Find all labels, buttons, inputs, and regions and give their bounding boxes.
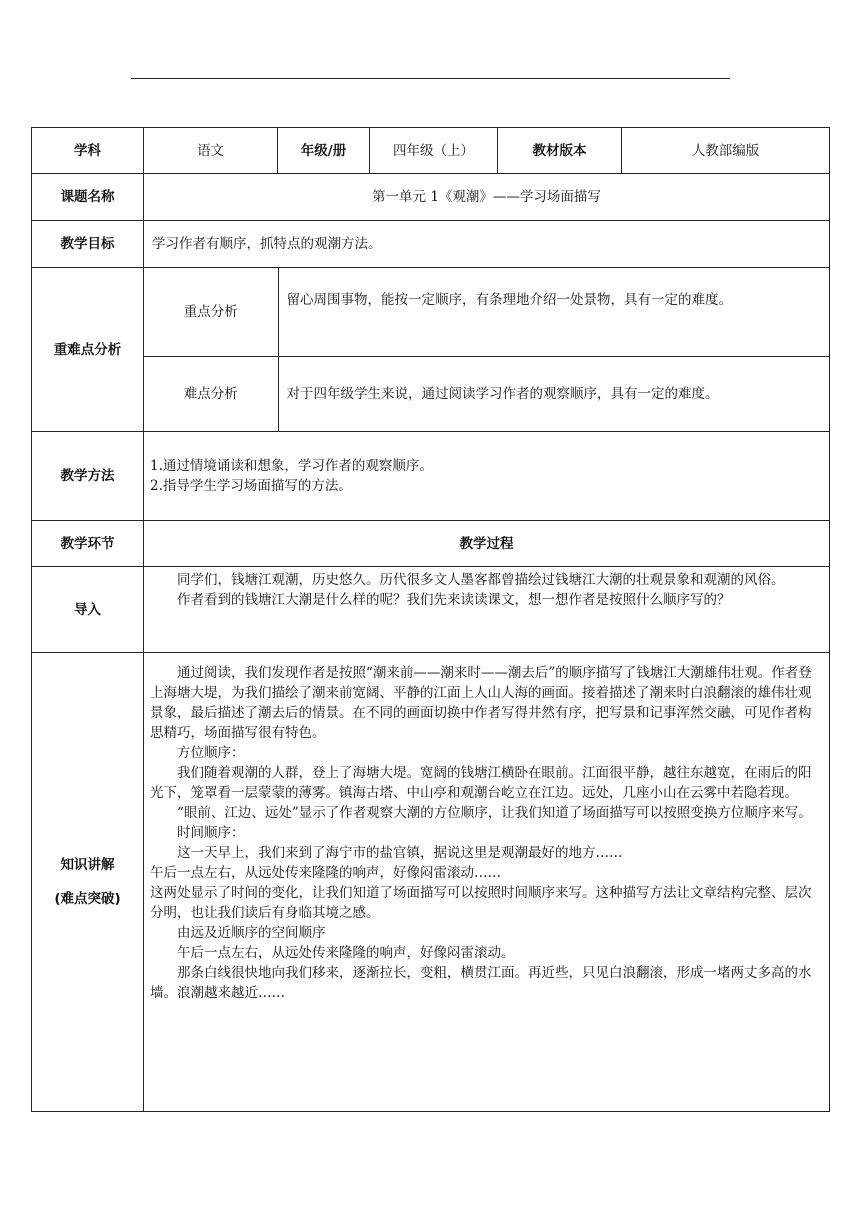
lesson-label: 课题名称 (32, 174, 144, 221)
intro-paragraph: 作者看到的钱塘江大潮是什么样的呢？我们先来读读课文，想一想作者是按照什么顺序写的？ (177, 592, 731, 608)
goal-value: 学习作者有顺序，抓特点的观潮方法。 (144, 221, 830, 268)
edition-label: 教材版本 (498, 128, 622, 174)
lesson-value: 第一单元 1《观潮》——学习场面描写 (144, 174, 830, 221)
subject-value: 语文 (144, 128, 278, 174)
header-rule (131, 78, 730, 79)
knowledge-paragraph: 由远及近顺序的空间顺序 (177, 925, 326, 941)
knowledge-paragraph: “眼前、江边、远处”显示了作者观察大潮的方位顺序，让我们知道了场面描写可以按照变换方位顺序来写。 (177, 805, 812, 821)
method-row (32, 432, 830, 521)
analysis-inner-table (144, 268, 829, 431)
method-item: 2.指导学生学习场面描写的方法。 (150, 478, 352, 494)
method-items (144, 432, 830, 521)
knowledge-row (32, 653, 830, 1112)
lesson-plan-table (31, 127, 830, 1112)
goal-label: 教学目标 (32, 221, 144, 268)
stage-label: 教学环节 (32, 521, 144, 567)
intro-row (32, 567, 830, 653)
knowledge-body (144, 653, 830, 1112)
hard-point-label: 难点分析 (144, 356, 278, 431)
stage-row (32, 521, 830, 567)
knowledge-label-sub: (难点突破) (54, 891, 121, 907)
lesson-row (32, 174, 830, 221)
knowledge-paragraph: 午后一点左右，从远处传来隆隆的响声，好像闷雷滚动。 (177, 945, 515, 961)
method-item: 1.通过情境诵读和想象，学习作者的观察顺序。 (150, 458, 433, 474)
hard-point-value: 对于四年级学生来说，通过阅读学习作者的观察顺序，具有一定的难度。 (278, 356, 829, 431)
edition-value: 人教部编版 (622, 128, 830, 174)
grade-value: 四年级（上） (370, 128, 498, 174)
knowledge-label (32, 653, 144, 1112)
intro-label: 导入 (32, 567, 144, 653)
intro-body (144, 567, 830, 653)
knowledge-paragraph: 那条白线很快地向我们移来，逐渐拉长，变粗，横贯江面。再近些，只见白浪翻滚，形成一堵两丈多高的水墙。浪潮越来越近…… (150, 965, 812, 1001)
knowledge-label-main: 知识讲解 (60, 857, 115, 873)
knowledge-paragraph: 午后一点左右，从远处传来隆隆的响声，好像闷雷滚动…… (150, 865, 501, 881)
knowledge-paragraph: 通过阅读，我们发现作者是按照“潮来前——潮来时——潮去后”的顺序描写了钱塘江大潮雄伟壮观。作者登上海塘大堤，为我们描绘了潮来前宽阔、平静的江面上人山人海的画面。接着描述了潮来时白浪翻滚的雄伟壮观景象，最后描述了潮去后的情景。在不同的画面切换中作者写得井然有序，把写景和记事浑然交融，可见作者构思精巧，场面描写很有特色。 (150, 665, 812, 741)
analysis-row (32, 268, 830, 432)
key-point-value: 留心周围事物，能按一定顺序，有条理地介绍一处景物，具有一定的难度。 (278, 268, 829, 356)
process-label: 教学过程 (144, 521, 830, 567)
analysis-label: 重难点分析 (32, 268, 144, 432)
knowledge-paragraph: 这两处显示了时间的变化，让我们知道了场面描写可以按照时间顺序来写。这种描写方法让文章结构完整、层次分明，也让我们读后有身临其境之感。 (150, 885, 812, 921)
knowledge-paragraph: 我们随着观潮的人群，登上了海塘大堤。宽阔的钱塘江横卧在眼前。江面很平静，越往东越宽，在雨后的阳光下，笼罩看一层蒙蒙的薄雾。镇海古塔、中山亭和观潮台屹立在江边。远处，几座小山在云雾中若隐若现。 (150, 765, 812, 801)
intro-paragraph: 同学们，钱塘江观潮，历史悠久。历代很多文人墨客都曾描绘过钱塘江大潮的壮观景象和观潮的风俗。 (177, 572, 785, 588)
knowledge-paragraph: 时间顺序： (177, 825, 245, 841)
knowledge-paragraph: 方位顺序： (177, 745, 245, 761)
subject-label: 学科 (32, 128, 144, 174)
header-row (32, 128, 830, 174)
method-label: 教学方法 (32, 432, 144, 521)
key-point-label: 重点分析 (144, 268, 278, 356)
grade-label: 年级/册 (278, 128, 370, 174)
goal-row (32, 221, 830, 268)
knowledge-paragraph: 这一天早上，我们来到了海宁市的盐官镇，据说这里是观潮最好的地方…… (177, 845, 623, 861)
